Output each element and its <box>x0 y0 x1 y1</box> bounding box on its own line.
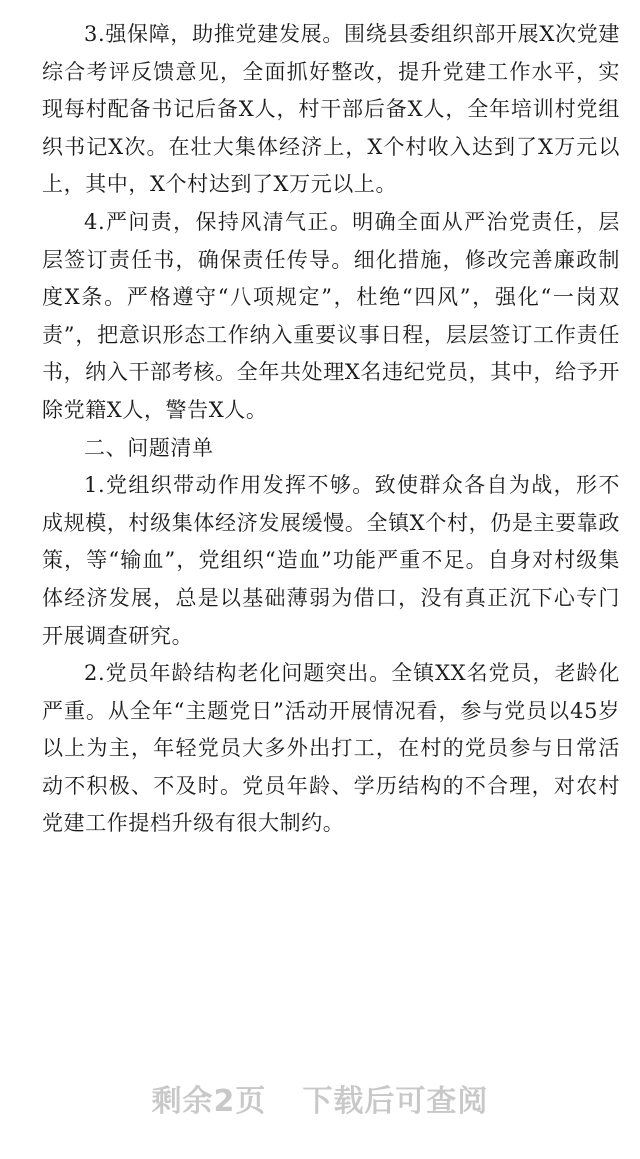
issue-paragraph-member-aging: 2.党员年龄结构老化问题突出。全镇XX名党员，老龄化严重。从全年“主题党日”活动开展情况看，参与党员以45岁以上为主，年轻党员大多外出打工，在村的党员参与日常活动不积极、不及时。党员年龄、学历结构的不合理，对农村党建工作提档升级有很大制约。 <box>42 661 620 836</box>
download-watermark <box>0 1076 640 1120</box>
paragraph-strengthen-guarantee: 3.强保障，助推党建发展。围绕县委组织部开展X次党建综合考评反馈意见，全面抓好整改，提升党建工作水平，实现每村配备书记后备X人，村干部后备X人，全年培训村党组织书记X次。在壮大集体经济上，X个村收入达到了X万元以上，其中，X个村达到了X万元以上。 <box>42 22 620 197</box>
document-body <box>42 16 620 843</box>
remaining-pages-text: 剩余2页 <box>151 1084 267 1119</box>
download-prompt-text: 下载后可查阅 <box>302 1084 489 1119</box>
paragraph-strict-accountability: 4.严问责，保持风清气正。明确全面从严治党责任，层层签订责任书，确保责任传导。细化措施，修改完善廉政制度X条。严格遵守“八项规定”，杜绝“四风”，强化“一岗双责”，把意识形态工作纳入重要议事日程，层层签订工作责任书，纳入干部考核。全年共处理X名违纪党员，其中，给予开除党籍X人，警告X人。 <box>42 209 620 422</box>
issue-paragraph-party-organization: 1.党组织带动作用发挥不够。致使群众各自为战，形不成规模，村级集体经济发展缓慢。全镇X个村，仍是主要靠政策，等“输血”，党组织“造血”功能严重不足。自身对村级集体经济发展，总是以基础薄弱为借口，没有真正沉下心专门开展调查研究。 <box>42 473 620 648</box>
section-heading-problem-list: 二、问题清单 <box>84 435 214 460</box>
